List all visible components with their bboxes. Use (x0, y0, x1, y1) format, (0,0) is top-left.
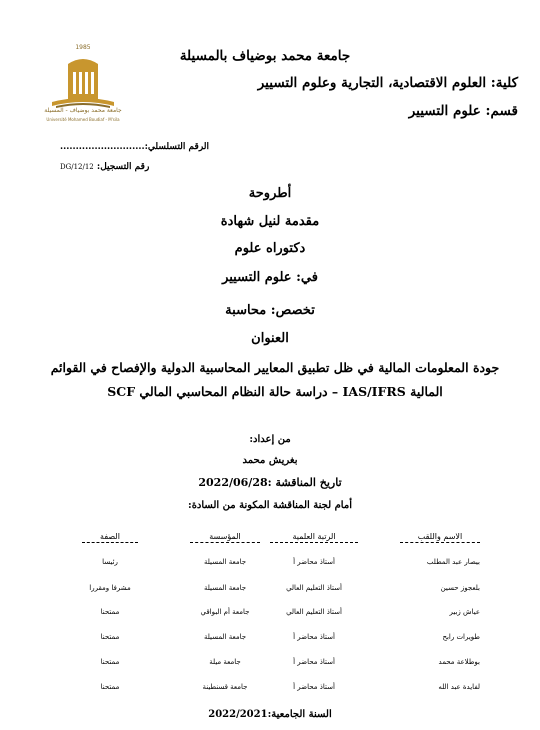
member-institution: جامعة المسيلة (203, 584, 247, 592)
thesis-title-line-2: المالية IAS/IFRS – دراسة حالة النظام المحاسبي المالي SCF (107, 384, 443, 399)
member-rank: أستاذ محاضر أ (293, 683, 335, 691)
logo-caption-arabic: جامعة محمد بوضياف - المسيلة (44, 107, 122, 114)
member-name: بيصار عبد المطلب (426, 558, 480, 566)
thesis-submitted-for: مقدمة لنيل شهادة (220, 214, 320, 229)
column-header-institution: المؤسسة (190, 532, 260, 541)
university-logo (38, 44, 128, 126)
member-role: ممتحنا (100, 608, 120, 616)
thesis-title-line-1: جودة المعلومات المالية في ظل تطبيق المعايير المحاسبية الدولية والإفصاح في القوائم (50, 360, 500, 375)
table-row (0, 683, 540, 697)
defense-date: تاريخ المناقشة :2022/06/28 (198, 476, 342, 489)
thesis-title-label: العنوان (251, 331, 289, 346)
registration-row (60, 162, 149, 172)
member-institution: جامعة أم البواقي (200, 608, 250, 616)
member-rank: أستاذ محاضر أ (293, 558, 335, 566)
logo-year: 1985 (75, 44, 91, 51)
thesis-type: أطروحة (248, 186, 292, 201)
committee-intro: أمام لجنة المناقشة المكونة من السادة: (188, 500, 352, 511)
member-rank: أستاذ محاضر أ (293, 633, 335, 641)
member-institution: جامعة المسيلة (203, 633, 247, 641)
academic-year: السنة الجامعية:2022/2021 (208, 709, 332, 720)
registration-code: DG/12/12 (60, 163, 94, 171)
thesis-degree: دكتوراه علوم (234, 241, 306, 256)
member-institution: جامعة المسيلة (203, 558, 247, 566)
column-header-rank: الرتبة العلمية (270, 532, 358, 541)
member-name: بوطلاعة محمد (438, 658, 480, 666)
author-name: بغريش محمد (242, 455, 298, 466)
member-name: طويرات رابح (442, 633, 480, 641)
table-row (0, 633, 540, 647)
committee-table (0, 532, 540, 702)
serial-number-label: الرقم التسلسلي:........................... (60, 142, 210, 152)
member-name: لفايدة عبد الله (438, 683, 480, 691)
faculty-name: كلية: العلوم الاقتصادية، التجارية وعلوم التسيير (257, 75, 518, 91)
member-rank: أستاذ محاضر أ (293, 658, 335, 666)
thesis-title (40, 356, 510, 404)
member-rank: أستاذ التعليم العالي (286, 584, 342, 592)
registration-label: رقم التسجيل: (96, 162, 150, 172)
university-name: جامعة محمد بوضياف بالمسيلة (179, 48, 351, 64)
thesis-specialty: تخصص: محاسبة (225, 303, 315, 318)
member-name: بلعجوز حسين (440, 584, 480, 592)
member-role: ممتحنا (100, 633, 120, 641)
member-role: ممتحنا (100, 683, 120, 691)
prepared-by-label: من إعداد: (249, 434, 291, 445)
university-emblem-icon (38, 50, 128, 112)
column-header-name: الاسم واللقب (400, 532, 480, 541)
member-role: ممتحنا (100, 658, 120, 666)
table-row (0, 608, 540, 622)
thesis-field: في: علوم التسيير (222, 270, 318, 285)
table-row (0, 558, 540, 572)
table-row (0, 658, 540, 672)
column-header-role: الصفة (82, 532, 138, 541)
department-name: قسم: علوم التسيير (408, 103, 518, 119)
member-institution: جامعة قسنطينة (202, 683, 248, 691)
member-role: رئيسا (102, 558, 118, 566)
member-institution: جامعة ميلة (209, 658, 241, 666)
member-role: مشرفا ومقررا (89, 584, 131, 592)
member-name: عياش زبير (449, 608, 480, 616)
logo-caption-french: Université Mohamed Boudiaf - M'sila (46, 117, 120, 122)
member-rank: أستاذ التعليم العالي (286, 608, 342, 616)
table-row (0, 584, 540, 598)
